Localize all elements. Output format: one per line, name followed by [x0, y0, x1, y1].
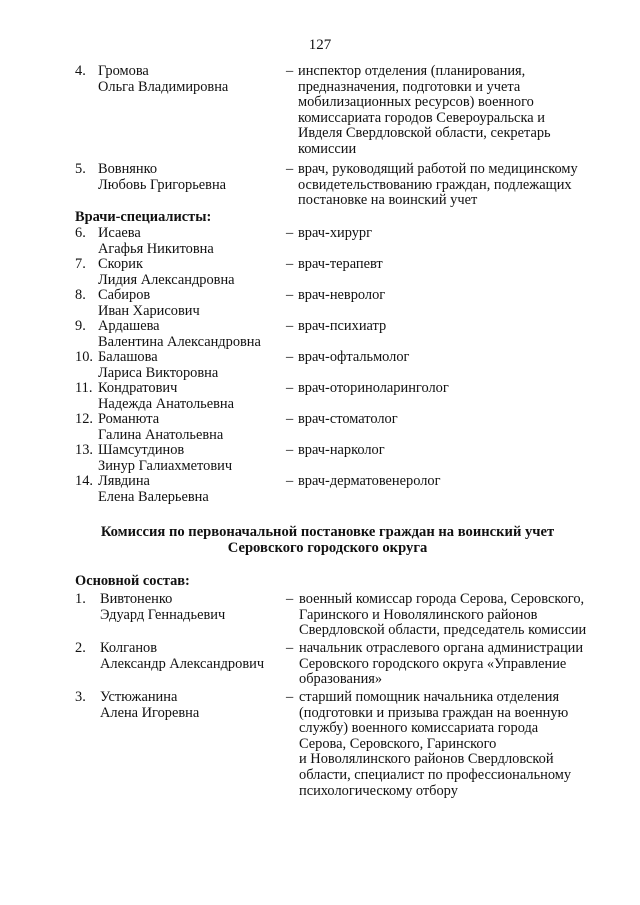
member-role: врач-офтальмолог	[298, 349, 410, 365]
dash: –	[286, 640, 294, 656]
member-role: врач-стоматолог	[298, 411, 398, 427]
member-name	[98, 162, 226, 193]
entry-number: 10.	[75, 349, 93, 365]
surname: Колганов	[100, 640, 158, 656]
role-line: Серова, Серовского, Гаринского	[299, 735, 497, 752]
given-names: Галина Анатольевна	[98, 426, 224, 443]
dash: –	[286, 225, 294, 241]
role-line: образования»	[299, 671, 383, 688]
specialists-heading: Врачи-специалисты:	[75, 209, 212, 225]
entry-number: 11.	[75, 380, 93, 396]
given-names: Ольга Владимировна	[98, 78, 229, 95]
role-line: предназначения, подготовки и учета	[298, 78, 521, 95]
member-role	[299, 641, 619, 688]
member-name	[98, 381, 234, 412]
title-line: Комиссия по первоначальной постановке граждан на воинский учет	[100, 524, 555, 540]
member-name	[98, 257, 235, 288]
surname: Устюжанина	[100, 689, 178, 705]
dash: –	[286, 161, 294, 177]
dash: –	[286, 591, 294, 607]
surname: Балашова	[98, 349, 158, 365]
entry-number: 2.	[75, 640, 86, 656]
entry-number: 12.	[75, 411, 93, 427]
surname: Романюта	[98, 411, 160, 427]
title-line: Серовского городского округа	[227, 539, 428, 556]
member-name	[100, 641, 264, 672]
member-role: врач-нарколог	[298, 442, 385, 458]
member-name	[98, 412, 223, 443]
entry-number: 14.	[75, 473, 93, 489]
role-line: психологическому отбору	[299, 782, 458, 799]
role-line: Ивделя Свердловской области, секретарь	[298, 125, 551, 142]
surname: Сабиров	[98, 287, 151, 303]
role-line: начальник отраслевого органа администрации	[299, 640, 584, 656]
entry-number: 8.	[75, 287, 86, 303]
member-name	[98, 443, 232, 474]
role-line: военный комиссар города Серова, Серовского,	[299, 591, 585, 607]
member-role: врач-дерматовенеролог	[298, 473, 441, 489]
entry-number: 4.	[75, 63, 86, 79]
member-name	[98, 319, 261, 350]
dash: –	[286, 380, 294, 396]
page-number: 127	[308, 37, 332, 53]
surname: Лявдина	[98, 473, 150, 489]
given-names: Надежда Анатольевна	[98, 395, 234, 412]
surname: Громова	[98, 63, 149, 79]
given-names: Лидия Александровна	[98, 271, 235, 288]
role-line: врач, руководящий работой по медицинскому	[298, 161, 578, 177]
member-role: врач-психиатр	[298, 318, 387, 334]
dash: –	[286, 287, 294, 303]
entry-number: 5.	[75, 161, 86, 177]
role-line: и Новолялинского районов Свердловской	[299, 751, 554, 768]
surname: Вовнянко	[98, 161, 158, 177]
entry-number: 9.	[75, 318, 86, 334]
entry-number: 3.	[75, 689, 86, 705]
dash: –	[286, 473, 294, 489]
given-names: Алена Игоревна	[100, 704, 200, 721]
given-names: Елена Валерьевна	[98, 488, 209, 505]
entry-number: 1.	[75, 591, 86, 607]
commission-title	[60, 525, 595, 556]
surname: Кондратович	[98, 380, 178, 396]
dash: –	[286, 349, 294, 365]
member-role: врач-хирург	[298, 225, 373, 241]
role-line: старший помощник начальника отделения	[299, 689, 560, 705]
given-names: Любовь Григорьевна	[98, 176, 227, 193]
surname: Скорик	[98, 256, 143, 272]
role-line: комиссариата городов Североуральска и	[298, 109, 545, 126]
member-name	[98, 226, 214, 257]
given-names: Лариса Викторовна	[98, 364, 219, 381]
surname: Шамсутдинов	[98, 442, 185, 458]
dash: –	[286, 63, 294, 79]
surname: Ардашева	[98, 318, 160, 334]
role-line: освидетельствованию граждан, подлежащих	[298, 176, 572, 193]
surname: Исаева	[98, 225, 141, 241]
surname: Вивтоненко	[100, 591, 173, 607]
role-line: Свердловской области, председатель комиссии	[299, 622, 587, 639]
member-name	[100, 690, 199, 721]
given-names: Иван Харисович	[98, 302, 200, 319]
member-name	[98, 474, 209, 505]
given-names: Валентина Александровна	[98, 333, 261, 350]
dash: –	[286, 689, 294, 705]
dash: –	[286, 442, 294, 458]
dash: –	[286, 256, 294, 272]
role-line: Гаринского и Новолялинского районов	[299, 606, 538, 623]
role-line: мобилизационных ресурсов) военного	[298, 94, 534, 111]
role-line: области, специалист по профессиональному	[299, 766, 572, 783]
member-role: врач-оториноларинголог	[298, 380, 449, 396]
given-names: Эдуард Геннадьевич	[100, 606, 226, 623]
given-names: Агафья Никитовна	[98, 240, 214, 257]
entry-number: 6.	[75, 225, 86, 241]
main-composition-heading: Основной состав:	[75, 573, 190, 589]
member-role	[298, 64, 618, 158]
member-role	[299, 690, 619, 799]
given-names: Александр Александрович	[100, 655, 265, 672]
member-role	[299, 592, 619, 639]
role-line: постановке на воинский учет	[298, 192, 478, 209]
role-line: Серовского городского округа «Управление	[299, 655, 567, 672]
member-role: врач-невролог	[298, 287, 386, 303]
given-names: Зинур Галиахметович	[98, 457, 233, 474]
member-name	[98, 64, 228, 95]
role-line: инспектор отделения (планирования,	[298, 63, 526, 79]
member-name	[100, 592, 225, 623]
entry-number: 7.	[75, 256, 86, 272]
dash: –	[286, 318, 294, 334]
role-line: (подготовки и призыва граждан на военную	[299, 704, 569, 721]
dash: –	[286, 411, 294, 427]
member-name	[98, 350, 218, 381]
member-role	[298, 162, 618, 209]
member-name	[98, 288, 200, 319]
member-role: врач-терапевт	[298, 256, 383, 272]
role-line: службу) военного комиссариата города	[299, 720, 539, 737]
role-line: комиссии	[298, 140, 357, 157]
entry-number: 13.	[75, 442, 93, 458]
